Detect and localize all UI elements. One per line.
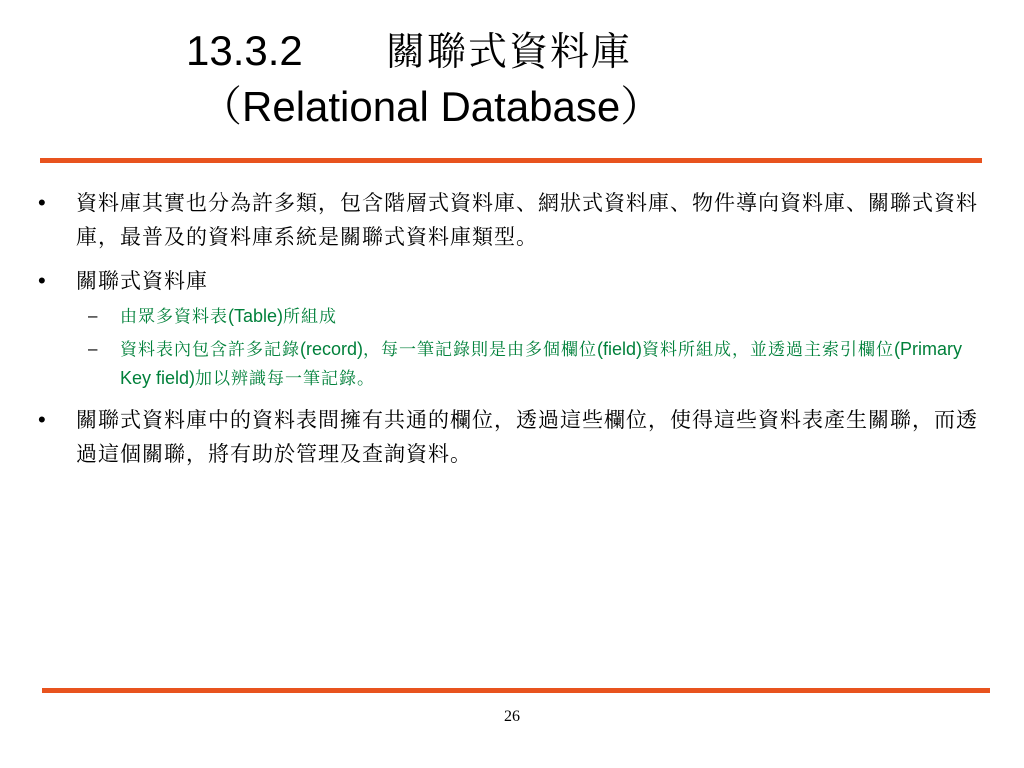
bullet-dot-icon: • [38,407,47,432]
section-number: 13.3.2 [186,27,303,74]
dash-icon: – [88,306,99,325]
page-number: 26 [504,708,520,725]
dash-icon: – [88,339,99,358]
title-english: （Relational Database） [200,83,663,130]
sub-bullet-text: 由眾多資料表(Table)所組成 [120,306,338,327]
sub-bullet-list [76,302,986,393]
bullet-dot-icon: • [38,268,47,293]
bottom-divider [42,688,990,693]
bullet-item [36,264,986,393]
bullet-item [36,403,986,471]
sub-bullet-item [76,335,986,393]
slide-title [186,24,946,134]
bullet-text: 關聯式資料庫 [76,269,208,293]
top-divider [40,158,982,163]
bullet-text: 關聯式資料庫中的資料表間擁有共通的欄位，透過這些欄位，使得這些資料表產生關聯，而透過這個關聯，將有助於管理及查詢資料。 [76,408,978,466]
bullet-list [36,186,986,481]
title-chinese: 關聯式資料庫 [386,30,633,75]
sub-bullet-text: 資料表內包含許多記錄(record)，每一筆記錄則是由多個欄位(field)資料所組成，並透過主索引欄位(Primary Key field)加以辨識每一筆記錄。 [120,339,963,389]
bullet-text: 資料庫其實也分為許多類，包含階層式資料庫、網狀式資料庫、物件導向資料庫、關聯式資料庫，最普及的資料庫系統是關聯式資料庫類型。 [76,191,978,249]
sub-bullet-item [76,302,986,331]
bullet-dot-icon: • [38,190,47,215]
bullet-item [36,186,986,254]
